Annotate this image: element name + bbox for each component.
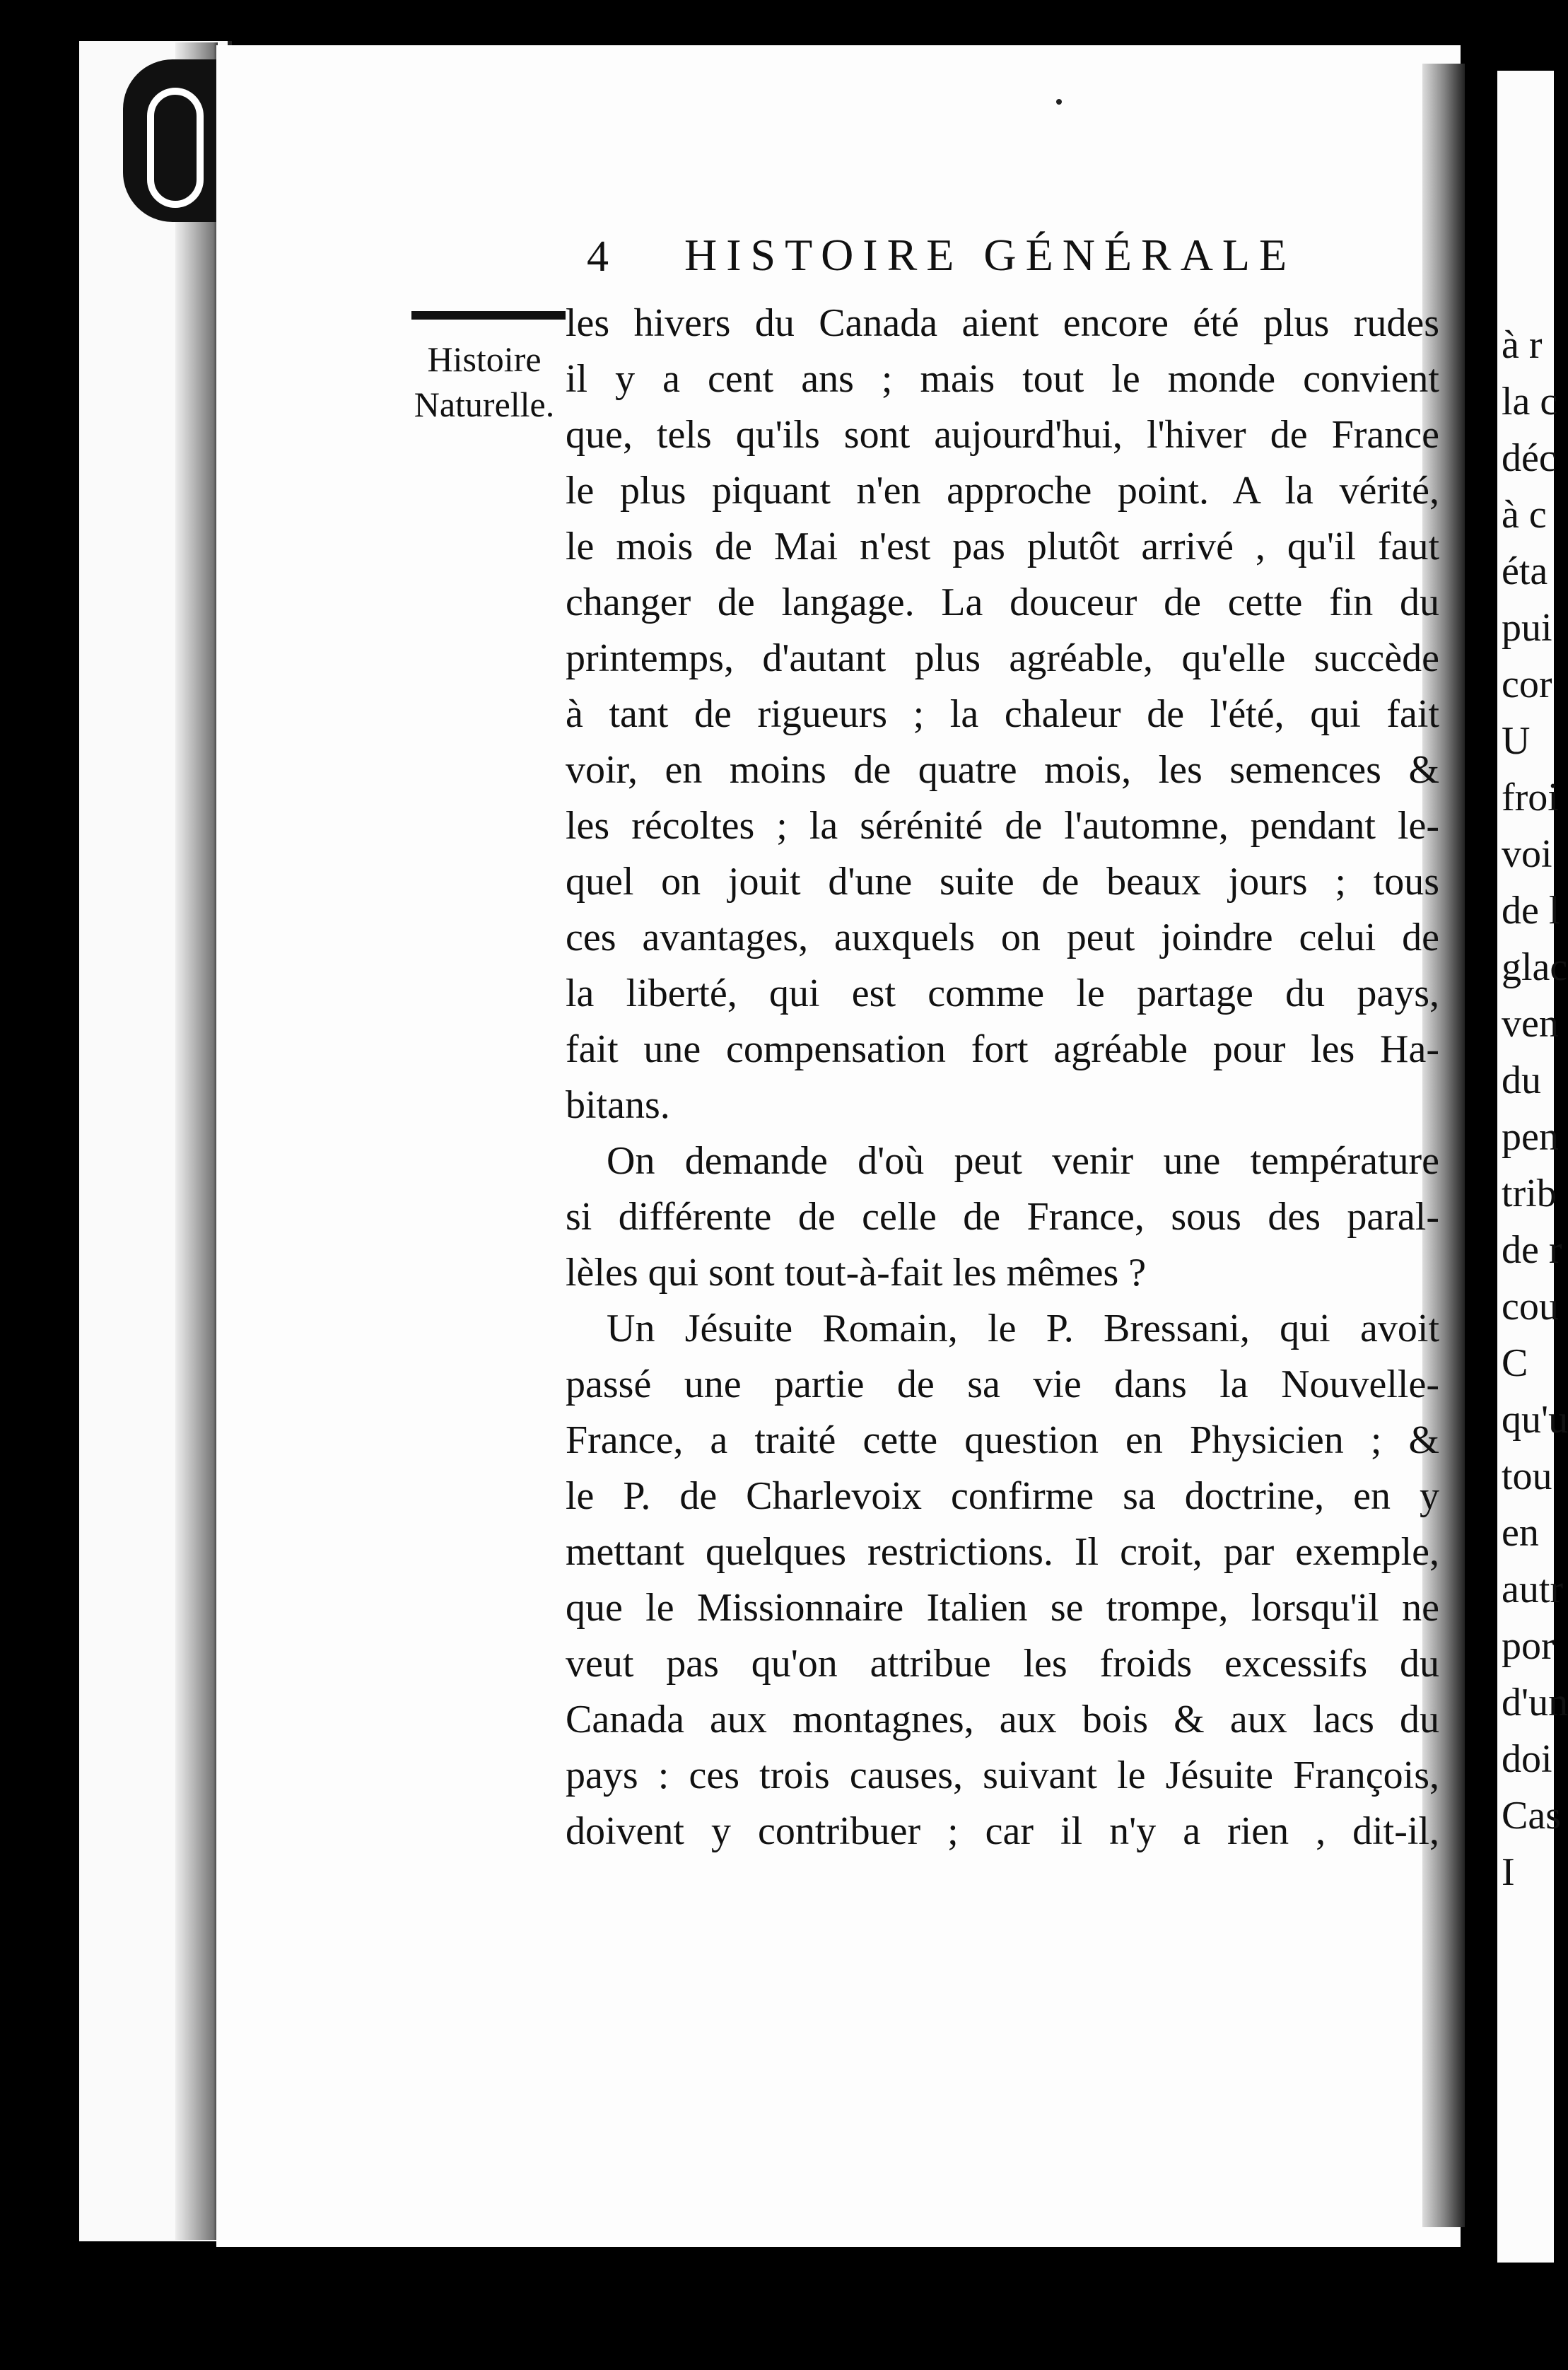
text-line: mettant quelques restrictions. Il croit, par exemple, [566,1530,1439,1574]
next-page-fragment: doi [1502,1737,1552,1781]
text-line: doivent y contribuer ; car il n'y a rien , dit-il, [566,1809,1439,1853]
text-line: On demande d'où peut venir une température [607,1139,1439,1183]
next-page-fragment: d'un [1502,1681,1568,1724]
margin-note-line: Histoire [427,339,542,379]
text-line: le P. de Charlevoix confirme sa doctrine, en y [566,1474,1439,1518]
text-line: bitans. [566,1083,670,1127]
margin-note-line: Naturelle. [414,385,555,424]
text-line: veut pas qu'on attribue les froids excessifs du [566,1642,1439,1686]
next-page-fragment: à r [1502,323,1543,367]
text-line: France, a traité cette question en Physicien ; & [566,1418,1439,1462]
next-page-fragment: à c [1502,493,1547,537]
next-page-fragment: de l [1502,889,1560,933]
text-line: il y a cent ans ; mais tout le monde convient [566,357,1439,401]
text-line: le plus piquant n'en approche point. A la vérité, [566,469,1439,513]
next-page-fragment: tou [1502,1454,1552,1498]
next-page-fragment: la c [1502,380,1558,424]
text-line: à tant de rigueurs ; la chaleur de l'été, qui fait [566,692,1439,736]
text-line: printemps, d'autant plus agréable, qu'elle succède [566,636,1439,680]
next-page-fragment: autr [1502,1568,1564,1611]
margin-rule [411,311,566,320]
text-line: Canada aux montagnes, aux bois & aux lacs du [566,1698,1439,1741]
next-page-fragment: du [1502,1058,1541,1102]
body-text [566,296,1439,1860]
next-page-fragment: qu'u [1502,1398,1568,1442]
next-page-fragment: pui [1502,606,1552,650]
next-page-fragment: voi [1502,832,1552,876]
text-line: pays : ces trois causes, suivant le Jésuite François, [566,1753,1439,1797]
text-line: ces avantages, auxquels on peut joindre celui de [566,916,1439,959]
running-head: HISTOIRE GÉNÉRALE [684,230,1297,280]
text-line: si différente de celle de France, sous des paral- [566,1195,1439,1239]
next-page-fragment: Cas [1502,1794,1561,1838]
next-page-fragment: U [1502,719,1531,763]
next-page-fragment: déc [1502,436,1557,480]
text-line: les hivers du Canada aient encore été plus rudes [566,301,1439,345]
text-line: que le Missionnaire Italien se trompe, lorsqu'il ne [566,1586,1439,1630]
text-line: lèles qui sont tout-à-fait les mêmes ? [566,1251,1147,1295]
next-page-fragment: en [1502,1511,1539,1555]
text-line: changer de langage. La douceur de cette fin du [566,580,1439,624]
margin-note [403,337,566,427]
ink-speck [1056,99,1062,105]
next-page-fragment: glac [1502,945,1568,989]
next-page-edge [1497,71,1568,2263]
next-page-fragment: cor [1502,662,1552,706]
next-page-fragment: de r [1502,1228,1562,1272]
next-page-fragment: ven [1502,1002,1559,1046]
text-line: fait une compensation fort agréable pour les Ha- [566,1027,1439,1071]
next-page-fragment: froi [1502,776,1559,819]
next-page-fragment: trib [1502,1172,1557,1215]
binding-gutter [175,42,218,2240]
text-line: les récoltes ; la sérénité de l'automne, pendant le- [566,804,1439,848]
next-page-fragment: I [1502,1850,1515,1894]
next-page-fragment: éta [1502,549,1548,593]
text-line: Un Jésuite Romain, le P. Bressani, qui avoit [607,1307,1439,1350]
text-line: la liberté, qui est comme le partage du pays, [566,971,1439,1015]
next-page-fragment: pen [1502,1115,1559,1159]
text-line: le mois de Mai n'est pas plutôt arrivé , qu'il faut [566,525,1439,568]
binding-clip-hole [147,88,204,208]
next-page-fragment: por [1502,1624,1555,1668]
text-line: quel on jouit d'une suite de beaux jours ; tous [566,860,1439,904]
text-line: que, tels qu'ils sont aujourd'hui, l'hiver de France [566,413,1439,457]
binding-clip [123,59,229,222]
text-line: passé une partie de sa vie dans la Nouvelle- [566,1362,1439,1406]
next-page-fragment: C [1502,1341,1528,1385]
page-number: 4 [587,233,609,281]
next-page-fragment: cou [1502,1285,1559,1329]
text-line: voir, en moins de quatre mois, les semences & [566,748,1439,792]
